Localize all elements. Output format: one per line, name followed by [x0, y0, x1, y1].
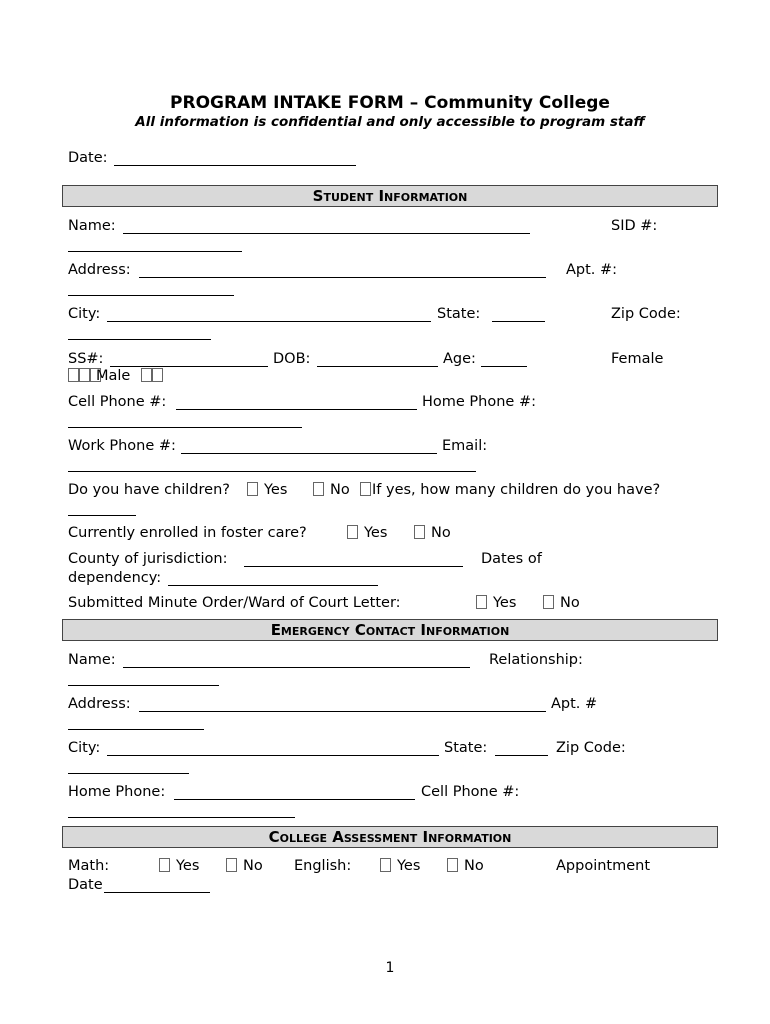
children-count-checkbox[interactable]	[360, 482, 371, 496]
county-field[interactable]	[244, 566, 463, 567]
appointment-date-field[interactable]	[104, 892, 210, 893]
date-label: Date:	[68, 150, 108, 166]
english-yes-label: Yes	[397, 858, 421, 874]
male-checkbox-2[interactable]	[141, 368, 152, 382]
student-home-field[interactable]	[68, 427, 302, 428]
english-no-checkbox[interactable]	[447, 858, 458, 872]
female-label: Female	[611, 351, 664, 367]
children-no-checkbox[interactable]	[313, 482, 324, 496]
children-no-label: No	[330, 482, 350, 498]
student-apt-field[interactable]	[68, 295, 234, 296]
age-label: Age:	[443, 351, 476, 367]
male-checkbox-3[interactable]	[152, 368, 163, 382]
student-state-field[interactable]	[492, 321, 545, 322]
foster-yes-checkbox[interactable]	[347, 525, 358, 539]
emergency-zip-label: Zip Code:	[556, 740, 626, 756]
emergency-zip-field[interactable]	[68, 773, 189, 774]
ss-field[interactable]	[110, 366, 268, 367]
date-field[interactable]	[114, 165, 356, 166]
foster-question: Currently enrolled in foster care?	[68, 525, 307, 541]
children-yes-label: Yes	[264, 482, 288, 498]
student-home-label: Home Phone #:	[422, 394, 536, 410]
female-checkbox[interactable]	[68, 368, 79, 382]
minute-order-question: Submitted Minute Order/Ward of Court Letter:	[68, 595, 401, 611]
minute-order-no-label: No	[560, 595, 580, 611]
section-student-information: Student Information	[62, 185, 718, 207]
email-field[interactable]	[68, 471, 476, 472]
math-yes-label: Yes	[176, 858, 200, 874]
math-yes-option[interactable]	[159, 857, 199, 875]
minute-order-yes-label: Yes	[493, 595, 517, 611]
form-title: PROGRAM INTAKE FORM – Community College	[170, 93, 610, 113]
children-question: Do you have children?	[68, 482, 230, 498]
children-count-label: If yes, how many children do you have?	[372, 482, 661, 498]
dob-label: DOB:	[273, 351, 311, 367]
page-number: 1	[385, 960, 395, 976]
math-no-label: No	[243, 858, 263, 874]
student-city-label: City:	[68, 306, 101, 322]
ss-label: SS#:	[68, 351, 104, 367]
children-count-field[interactable]	[68, 515, 136, 516]
emergency-state-field[interactable]	[495, 755, 548, 756]
english-yes-option[interactable]	[380, 857, 420, 875]
section-college-assessment: College Assessment Information	[62, 826, 718, 848]
children-yes-checkbox[interactable]	[247, 482, 258, 496]
emergency-name-label: Name:	[68, 652, 116, 668]
sid-label: SID #:	[611, 218, 658, 234]
english-no-option[interactable]	[447, 857, 484, 875]
children-no-option[interactable]	[313, 481, 350, 499]
minute-order-yes-checkbox[interactable]	[476, 595, 487, 609]
minute-order-no-checkbox[interactable]	[543, 595, 554, 609]
emergency-apt-label: Apt. #	[551, 696, 598, 712]
english-label: English:	[294, 858, 352, 874]
math-label: Math:	[68, 858, 110, 874]
emergency-address-field[interactable]	[139, 711, 546, 712]
dates-of-label: Dates of	[481, 551, 542, 567]
foster-yes-label: Yes	[364, 525, 388, 541]
emergency-state-label: State:	[444, 740, 488, 756]
emergency-home-field[interactable]	[174, 799, 415, 800]
student-state-label: State:	[437, 306, 481, 322]
emergency-address-label: Address:	[68, 696, 131, 712]
math-no-option[interactable]	[226, 857, 263, 875]
gender-extra-boxes	[141, 367, 163, 385]
work-phone-field[interactable]	[181, 453, 437, 454]
minute-order-yes-option[interactable]	[476, 594, 516, 612]
math-no-checkbox[interactable]	[226, 858, 237, 872]
emergency-cell-field[interactable]	[68, 817, 295, 818]
relationship-field[interactable]	[68, 685, 219, 686]
student-apt-label: Apt. #:	[566, 262, 618, 278]
student-zip-field[interactable]	[68, 339, 211, 340]
student-zip-label: Zip Code:	[611, 306, 681, 322]
student-city-field[interactable]	[107, 321, 431, 322]
student-name-field[interactable]	[123, 233, 530, 234]
sid-field[interactable]	[68, 251, 242, 252]
english-yes-checkbox[interactable]	[380, 858, 391, 872]
male-label: Male	[96, 368, 131, 384]
emergency-city-label: City:	[68, 740, 101, 756]
foster-no-label: No	[431, 525, 451, 541]
emergency-name-field[interactable]	[123, 667, 470, 668]
relationship-label: Relationship:	[489, 652, 583, 668]
dependency-field[interactable]	[168, 585, 378, 586]
emergency-apt-field[interactable]	[68, 729, 204, 730]
student-name-label: Name:	[68, 218, 116, 234]
emergency-cell-label: Cell Phone #:	[421, 784, 520, 800]
female-checkbox-2[interactable]	[79, 368, 90, 382]
student-address-field[interactable]	[139, 277, 546, 278]
appointment-date-label: Date	[68, 877, 103, 893]
emergency-home-label: Home Phone:	[68, 784, 166, 800]
age-field[interactable]	[481, 366, 527, 367]
foster-yes-option[interactable]	[347, 524, 387, 542]
county-label: County of jurisdiction:	[68, 551, 228, 567]
student-address-label: Address:	[68, 262, 131, 278]
dependency-label: dependency:	[68, 570, 162, 586]
emergency-city-field[interactable]	[107, 755, 439, 756]
foster-no-option[interactable]	[414, 524, 451, 542]
student-cell-field[interactable]	[176, 409, 417, 410]
english-no-label: No	[464, 858, 484, 874]
foster-no-checkbox[interactable]	[414, 525, 425, 539]
work-phone-label: Work Phone #:	[68, 438, 176, 454]
math-yes-checkbox[interactable]	[159, 858, 170, 872]
appointment-label: Appointment	[556, 858, 651, 874]
section-emergency-contact: Emergency Contact Information	[62, 619, 718, 641]
minute-order-no-option[interactable]	[543, 594, 580, 612]
email-label: Email:	[442, 438, 488, 454]
children-count-question	[360, 481, 660, 499]
dob-field[interactable]	[317, 366, 438, 367]
form-subtitle: All information is confidential and only accessible to program staff	[135, 114, 645, 130]
children-yes-option[interactable]	[247, 481, 287, 499]
student-cell-label: Cell Phone #:	[68, 394, 167, 410]
